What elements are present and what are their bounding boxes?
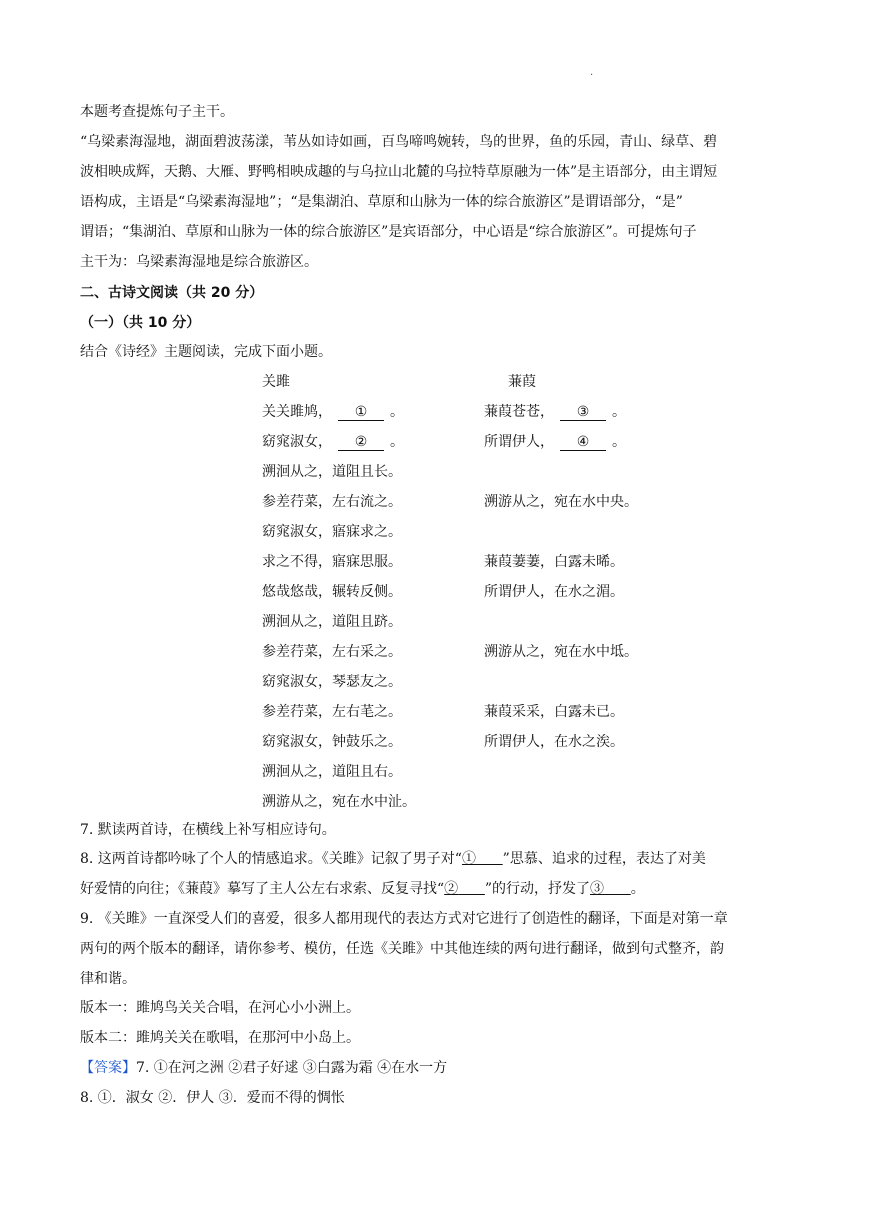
top-mark: · xyxy=(590,70,594,81)
poem2-line-text: 溯游从之，宛在水中央。 xyxy=(484,494,638,510)
question-9-line-2: 两句的两个版本的翻译，请你参考、模仿，任选《关雎》中其他连续的两句进行翻译，做到句式整齐，韵 xyxy=(80,941,724,957)
poem2-body xyxy=(484,402,638,762)
poem1-line-end: 。 xyxy=(390,404,404,420)
poem2-line xyxy=(484,522,638,552)
poem1-line-text: 求之不得，寤寐思服。 xyxy=(262,554,402,570)
q8-blank-1: ① xyxy=(461,851,476,867)
poem1-line xyxy=(262,792,416,822)
intro-line-1: “乌梁素海湿地，湖面碧波荡漾，苇丛如诗如画，百鸟啼鸣婉转，鸟的世界，鱼的乐园，青山、绿草、碧 xyxy=(80,134,718,150)
poem1-line-text: 溯游从之，宛在水中沚。 xyxy=(262,794,416,810)
poem1-line-text: 窈窕淑女， xyxy=(262,434,332,450)
q8-text-d: ”的行动，抒发了 xyxy=(484,881,591,897)
version-2: 版本二：雎鸠关关在歌唱，在那河中小岛上。 xyxy=(80,1030,360,1046)
q8-blank-3: ③ xyxy=(590,881,605,897)
sub-title: （一）（共 10 分） xyxy=(80,315,201,331)
instruction: 结合《诗经》主题阅读，完成下面小题。 xyxy=(80,344,332,360)
poem1-line-text: 溯洄从之，道阻且右。 xyxy=(262,764,402,780)
poem1-title: 关雎 xyxy=(262,374,290,390)
q8-blank-2: ② xyxy=(444,881,459,897)
question-8-line-2 xyxy=(80,879,645,899)
intro-line-4: 谓语；“集湖泊、草原和山脉为一体的综合旅游区”是宾语部分，中心语是“综合旅游区”。可提炼句子 xyxy=(80,224,697,240)
answer-7: 7. ①在河之洲 ②君子好逑 ③白露为霜 ④在水一方 xyxy=(136,1060,448,1076)
poem2-line xyxy=(484,582,638,612)
poem1-blank: ② xyxy=(338,434,384,451)
poem1-line xyxy=(262,462,416,492)
poem1-line-text: 窈窕淑女，寤寐求之。 xyxy=(262,524,402,540)
poem2-line xyxy=(484,552,638,582)
poem2-line xyxy=(484,492,638,522)
poem1-line-text: 参差荇菜，左右流之。 xyxy=(262,494,402,510)
poem1-line xyxy=(262,492,416,522)
poem1-line-text: 溯洄从之，道阻且跻。 xyxy=(262,614,402,630)
poem1-line xyxy=(262,582,416,612)
answer-line-7 xyxy=(80,1058,447,1078)
q8-text-a: 8. 这两首诗都吟咏了个人的情感追求。《关雎》记叙了男子对“ xyxy=(80,851,462,867)
poem2-line-text: 蒹葭萋萋，白露未晞。 xyxy=(484,554,624,570)
poem1-line-end: 。 xyxy=(390,434,404,450)
poem2-line xyxy=(484,732,638,762)
question-9-line-1: 9. 《关雎》一直深受人们的喜爱，很多人都用现代的表达方式对它进行了创造性的翻译，下面是对第一章 xyxy=(80,911,728,927)
poem2-line xyxy=(484,612,638,642)
poem1-line-text: 悠哉悠哉，辗转反侧。 xyxy=(262,584,402,600)
poem1-line xyxy=(262,552,416,582)
poem1-line-text: 参差荇菜，左右采之。 xyxy=(262,644,402,660)
answer-line-8: 8. ①．淑女 ②．伊人 ③．爱而不得的惆怅 xyxy=(80,1090,345,1106)
poem2-line-end: 。 xyxy=(612,404,626,420)
poem2-line xyxy=(484,462,638,492)
poem2-line-text: 所谓伊人，在水之涘。 xyxy=(484,734,624,750)
poem2-blank: ③ xyxy=(560,404,606,421)
q8-text-b: ”思慕、追求的过程，表达了对美 xyxy=(502,851,706,867)
poem1-line xyxy=(262,762,416,792)
intro-line-2: 波相映成辉，天鹅、大雁、野鸭相映成趣的与乌拉山北麓的乌拉特草原融为一体”是主语部分，由主谓短 xyxy=(80,164,718,180)
poem2-line-text: 蒹葭苍苍， xyxy=(484,404,554,420)
question-9-line-3: 律和谐。 xyxy=(80,971,136,987)
version-1: 版本一：雎鸠鸟关关合唱，在河心小小洲上。 xyxy=(80,1000,360,1016)
poem2-line xyxy=(484,702,638,732)
poem2-line-text: 溯游从之，宛在水中坻。 xyxy=(484,644,638,660)
poem1-blank: ① xyxy=(338,404,384,421)
answer-tag: 【答案】 xyxy=(80,1060,136,1076)
q8-text-c: 好爱情的向往；《蒹葭》摹写了主人公左右求索、反复寻找“ xyxy=(80,881,445,897)
poem1-line xyxy=(262,672,416,702)
poem2-line xyxy=(484,672,638,702)
poem2-line xyxy=(484,402,638,432)
poem1-line xyxy=(262,402,416,432)
poem1-line-text: 关关雎鸠， xyxy=(262,404,332,420)
poem1-line xyxy=(262,612,416,642)
section-title: 二、古诗文阅读（共 20 分） xyxy=(80,285,264,301)
poem2-line-text: 所谓伊人，在水之湄。 xyxy=(484,584,624,600)
poem1-line xyxy=(262,732,416,762)
poem2-line xyxy=(484,642,638,672)
intro-line-3: 语构成，主语是“乌梁素海湿地”；“是集湖泊、草原和山脉为一体的综合旅游区”是谓语部分，“是” xyxy=(80,194,683,210)
poem2-blank: ④ xyxy=(560,434,606,451)
intro-paragraph-1: 本题考查提炼句子主干。 xyxy=(80,104,234,120)
poem1-line xyxy=(262,522,416,552)
poem2-line-end: 。 xyxy=(612,434,626,450)
poem1-line-text: 溯洄从之，道阻且长。 xyxy=(262,464,402,480)
question-7: 7. 默读两首诗，在横线上补写相应诗句。 xyxy=(80,822,336,838)
poem2-line-text: 蒹葭采采，白露未已。 xyxy=(484,704,624,720)
poem2-title: 蒹葭 xyxy=(508,374,536,390)
poem2-line xyxy=(484,432,638,462)
poem1-line-text: 窈窕淑女，钟鼓乐之。 xyxy=(262,734,402,750)
poem1-line xyxy=(262,642,416,672)
poem1-line xyxy=(262,702,416,732)
poem2-line-text: 所谓伊人， xyxy=(484,434,554,450)
question-8-line-1 xyxy=(80,849,706,869)
q8-text-e: 。 xyxy=(630,881,645,897)
intro-line-5: 主干为：乌梁素海湿地是综合旅游区。 xyxy=(80,254,318,270)
poem1-body xyxy=(262,402,416,822)
poem1-line-text: 窈窕淑女，琴瑟友之。 xyxy=(262,674,402,690)
poem1-line xyxy=(262,432,416,462)
poem1-line-text: 参差荇菜，左右芼之。 xyxy=(262,704,402,720)
